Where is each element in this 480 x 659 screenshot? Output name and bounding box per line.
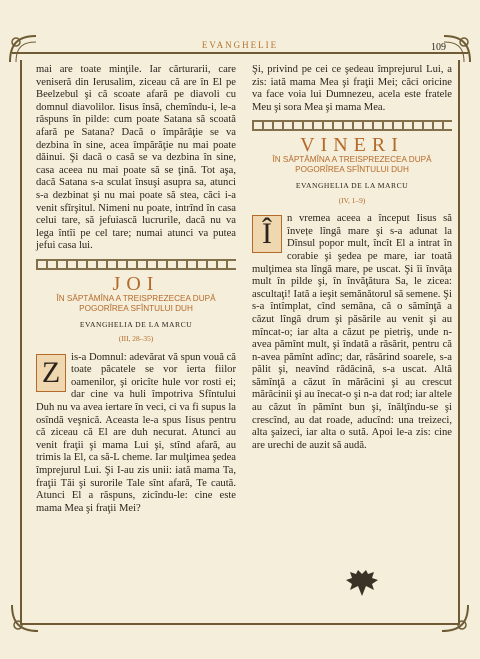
running-head: EVANGHELIE	[201, 40, 279, 50]
verse-reference: (III, 28–35)	[118, 334, 154, 344]
corner-ornament-icon	[8, 601, 42, 635]
frame-left-border	[20, 60, 22, 625]
paragraph-text: is-a Domnul: adevărat vă spun vouă că toate păcatele se vor ierta fiilor oamenilor, şi oricîte hule vor rosti ei; dar cine va huli împotriva Sfîntului Duh nu va avea iertare în veci, ci va fi supus la osîndă veşnică. Aceasta le-a spus Iisus pentru că ziceau că El are duh necurat. Atunci au venit fraţii şi mama Lui şi, stînd afară, au trimis la El, ca să-L cheme. Iar mulţimea şedea împrejurul Lui. Şi I-au zis unii: iată mama Ta, fraţii Tăi şi surorile Tale sînt afară, Te caută. Atunci El a răspuns, zicîndu-le: cine este mama Mea şi fraţii Mei?	[36, 351, 236, 514]
body-paragraph	[36, 352, 236, 516]
body-paragraph	[252, 213, 452, 452]
gospel-reference: EVANGHELIA DE LA MARCU	[295, 180, 409, 190]
body-paragraph: mai are toate minţile. Iar cărturarii, care veniseră din Ierusalim, ziceau că are în El pe Beelzebul şi că scoate afară pe diavoli cu domnul diavolilor. Iisus însă, chemîndu-i, le-a răspuns în pilde: cum poate Satana să scoată afară pe Satana? Dacă o împărăţie se va dezbina în sine, acea împărăţie nu mai poate dăinui. Şi dacă o casă se va dezbina în sine, casa aceea nu mai poate să se ţină. Tot aşa, dacă Satana s-a sculat însuşi asupra sa, atunci s-a dezbinat şi nu mai poate să stea, căci i-a venit sfîrşitul. Nimeni nu poate, intrînd în casa celui tare, să jefuiască lucrurile, dacă nu va lega întîi pe cel tare; numai atunci va putea jefui casa lui.	[36, 64, 236, 252]
corner-ornament-icon	[438, 601, 472, 635]
drop-cap: Z	[36, 354, 66, 392]
frame-top-border	[12, 52, 468, 54]
day-title: VINERI	[300, 134, 404, 157]
gospel-reference: EVANGHELIA DE LA MARCU	[79, 319, 193, 329]
sub-heading: ÎN SĂPTĂMÎNA A TREISPREZECEA DUPĂ POGORÎREA SFÎNTULUI DUH	[272, 154, 432, 174]
body-paragraph: Şi, privind pe cei ce şedeau împrejurul Lui, a zis: iată mama Mea şi fraţii Mei; căci oricine va face voia lui Dumnezeu, acela este fratele Meu şi sora Mea şi mama Mea.	[252, 64, 452, 113]
meander-border	[36, 259, 236, 270]
sub-heading: ÎN SĂPTĂMÎNA A TREISPREZECEA DUPĂ POGORÎREA SFÎNTULUI DUH	[56, 293, 216, 313]
drop-cap: Î	[252, 215, 282, 253]
left-column	[36, 64, 236, 515]
frame-bottom-border	[20, 623, 460, 625]
double-headed-eagle-icon	[344, 568, 380, 600]
day-title: JOI	[112, 272, 160, 295]
page-number: 109	[431, 42, 446, 53]
paragraph-text: n vremea aceea a început Iisus să învețe lîngă mare şi s-a adunat la Dînsul popor mult, încît El a intrat în corabie şi şedea pe mare, iar toată mulţimea sta lîngă mare, pe uscat. Şi îi învăţa mult în pilde şi, în învăţătura Sa, le zicea: ascultaţi! Iată a ieşit semănătorul să semene. Şi s-a întîmplat, cînd semăna, că o sămînţă a căzut lîngă drum şi păsările au venit şi au mîncat-o; iar alta a căzut pe pietriş, unde n-avea pămînt mult, şi îndată a răsărit, pentru că n-avea pămînt adînc; dar, răsărind soarele, s-a pălit şi, neavînd rădăcină, s-a uscat. Altă sămînţă a căzut în mărăcini şi au crescut mărăcinii şi au înecat-o şi n-a dat rod; iar altele au căzut în pămînt bun şi, înălţîndu-se şi crescînd, au dat roade, aducînd: una treizeci, alta şaizeci, iar alta o sută. Apoi le-a zis: cine are urechi de auzit să audă.	[252, 213, 452, 451]
verse-reference: (IV, 1–9)	[338, 195, 366, 205]
meander-border	[252, 120, 452, 131]
right-column	[252, 64, 452, 452]
frame-right-border	[458, 60, 460, 625]
